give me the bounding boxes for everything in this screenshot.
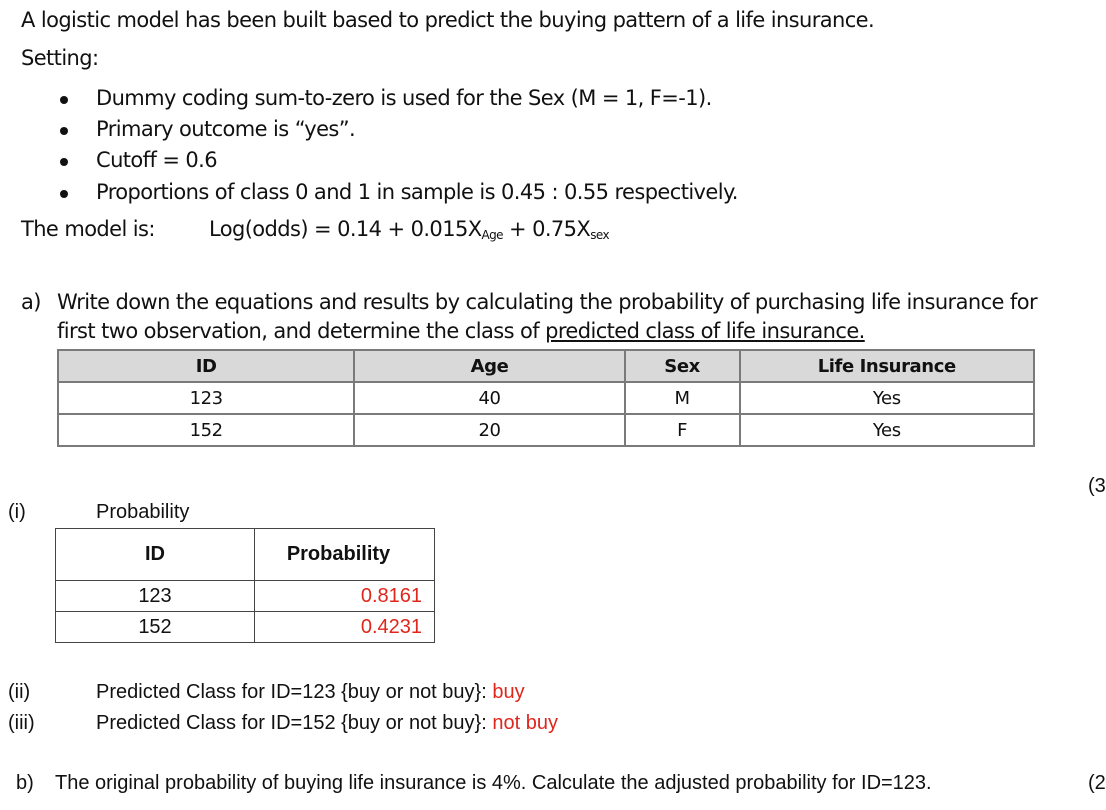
table-cell: Yes [740, 414, 1035, 446]
probability-value: 0.4231 [255, 612, 435, 643]
table-cell: 152 [58, 414, 354, 446]
table-row [56, 581, 435, 612]
bullet-dot [60, 96, 68, 104]
question-a-line2 [57, 319, 865, 343]
part-iii-text: Predicted Class for ID=152 {buy or not buy}: [96, 712, 493, 734]
question-b-text: The original probability of buying life insurance is 4%. Calculate the adjusted probability for ID=123. [55, 772, 932, 794]
table-header-cell: ID [56, 529, 255, 581]
model-equation [209, 217, 609, 242]
probability-value: 0.8161 [255, 581, 435, 612]
part-i-title: Probability [96, 501, 190, 523]
table-header-cell: Sex [625, 350, 740, 382]
bullet-dot [60, 127, 68, 135]
table-cell: F [625, 414, 740, 446]
model-sub-age: Age [481, 228, 503, 242]
part-ii-label: (ii) [8, 681, 31, 703]
table-cell: 123 [56, 581, 255, 612]
part-iii-line [96, 712, 558, 735]
question-a-line2-part1: first two observation, and determine the class of [57, 319, 546, 343]
bullet-item: Proportions of class 0 and 1 in sample is 0.45 : 0.55 respectively. [96, 180, 738, 204]
bullet-dot [60, 190, 68, 198]
model-middle: + 0.75X [502, 217, 591, 241]
question-a-label: a) [21, 290, 41, 314]
table-header-cell: Life Insurance [740, 350, 1035, 382]
model-sub-sex: sex [590, 228, 609, 242]
part-iii-answer: not buy [492, 712, 558, 734]
table-header-row [56, 529, 435, 581]
bullet-dot [60, 158, 68, 166]
table-cell: Yes [740, 382, 1035, 414]
table-cell: 152 [56, 612, 255, 643]
table-header-cell: Age [354, 350, 624, 382]
part-ii-text: Predicted Class for ID=123 {buy or not buy}: [96, 681, 493, 703]
table-row [56, 612, 435, 643]
table-header-cell: Probability [255, 529, 435, 581]
setting-label: Setting: [21, 46, 99, 70]
table-cell: 40 [354, 382, 624, 414]
part-ii-line [96, 681, 525, 704]
marks-b: (2 [1088, 772, 1106, 794]
bullet-item: Dummy coding sum-to-zero is used for the Sex (M = 1, F=-1). [96, 86, 712, 110]
bullet-item: Cutoff = 0.6 [96, 148, 217, 172]
intro-text: A logistic model has been built based to predict the buying pattern of a life insurance. [21, 8, 875, 32]
question-a-line1: Write down the equations and results by calculating the probability of purchasing life insurance for [57, 290, 1037, 314]
bullet-item: Primary outcome is “yes”. [96, 117, 356, 141]
model-prefix: Log(odds) = 0.14 + 0.015X [209, 217, 482, 241]
probability-table [55, 528, 435, 643]
model-label: The model is: [21, 217, 155, 241]
table-cell: 20 [354, 414, 624, 446]
question-a-line2-part2: predicted class of life insurance. [545, 319, 865, 343]
table-cell: M [625, 382, 740, 414]
table-header-row [58, 350, 1034, 382]
table-row [58, 414, 1034, 446]
marks-a: (3 [1088, 475, 1106, 497]
table-row [58, 382, 1034, 414]
table-cell: 123 [58, 382, 354, 414]
table-header-cell: ID [58, 350, 354, 382]
part-ii-answer: buy [492, 681, 525, 703]
life-insurance-table [57, 349, 1035, 447]
part-i-label: (i) [8, 501, 26, 523]
question-b-label: b) [16, 772, 34, 794]
part-iii-label: (iii) [8, 712, 35, 734]
